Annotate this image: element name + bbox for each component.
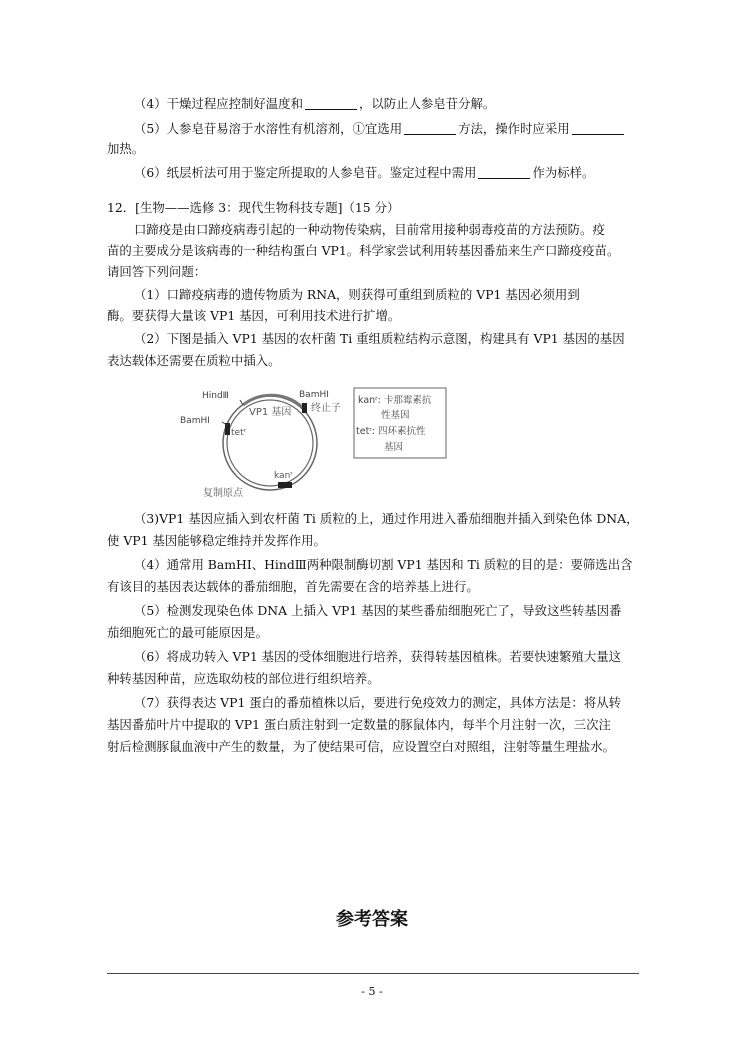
answer-blank — [572, 122, 624, 135]
q12-s3-a: （3)VP1 基因应插入到农杆菌 Ti 质粒的上，通过作用进入番茄细胞并插入到染色体 DNA， — [134, 511, 639, 526]
kan-gene-block — [278, 482, 292, 488]
q12-s4-a: （4）通常用 BamHⅠ、HindⅢ两种限制酶切割 VP1 基因和 Ti 质粒的目的是：要筛选出含 — [134, 557, 633, 572]
q12-s2-b: 表达载体还需要在质粒中插入。 — [107, 353, 281, 368]
plasmid-figure — [170, 378, 470, 508]
label-origin: 复制原点 — [203, 488, 243, 499]
label-bam-top: BamHⅠ — [299, 390, 329, 400]
q11-part5: （5）人参皂苷易溶于水溶性有机溶剂，①宜选用 方法，操作时应采用 — [134, 120, 639, 138]
answer-heading: 参考答案 — [336, 909, 408, 930]
plasmid-diagram — [170, 378, 470, 508]
footer-rule — [107, 973, 639, 974]
q12-intro-2: 苗的主要成分是该病毒的一种结构蛋白 VP1。科学家尝试利用转基因番茄来生产口蹄疫疫苗。 — [107, 243, 620, 258]
page-number: - 5 - — [361, 985, 383, 998]
q12-title: 12．[生物——选修 3：现代生物科技专题]（15 分） — [107, 200, 400, 215]
legend-line-1: kanʳ: 卡那霉素抗 — [358, 395, 432, 406]
label-terminator: 终止子 — [311, 403, 341, 414]
q12-intro-3: 请回答下列问题： — [107, 264, 207, 279]
label-hind: HindⅢ — [202, 391, 229, 401]
q11-part5-cont: 加热。 — [107, 141, 145, 156]
q12-s6-a: （6）将成功转入 VP1 基因的受体细胞进行培养，获得转基因植株。若要快速繁殖大量这 — [134, 649, 621, 664]
answer-blank — [404, 122, 456, 135]
q12-intro-1: 口蹄疫是由口蹄疫病毒引起的一种动物传染病，目前常用接种弱毒疫苗的方法预防。疫 — [134, 222, 605, 237]
q12-s1-b: 酶。要获得大量该 VP1 基因，可利用技术进行扩增。 — [107, 308, 401, 323]
q12-s5-a: （5）检测发现染色体 DNA 上插入 VP1 基因的某些番茄细胞死亡了，导致这些转基因番 — [134, 603, 622, 618]
label-kan: kanʳ — [274, 471, 293, 481]
terminator-block — [302, 403, 307, 413]
q12-s7-b: 基因番茄叶片中提取的 VP1 蛋白质注射到一定数量的豚鼠体内，每半个月注射一次，三次注 — [107, 717, 611, 732]
legend-line-3: tetʳ: 四环素抗性 — [356, 426, 426, 437]
q12-s6-b: 种转基因种苗，应选取幼枝的部位进行组织培养。 — [107, 671, 380, 686]
q12-s3-b: 使 VP1 基因能够稳定维持并发挥作用。 — [107, 533, 326, 548]
q11-part4: （4）干燥过程应控制好温度和 ，以防止人参皂苷分解。 — [134, 96, 496, 111]
label-vp1: VP1 基因 — [249, 407, 292, 418]
answer-blank — [478, 166, 530, 179]
answer-blank — [305, 97, 357, 110]
q12-s1-a: （1）口蹄疫病毒的遗传物质为 RNA，则获得可重组到质粒的 VP1 基因必须用到 — [134, 287, 580, 302]
label-bam-left: BamHⅠ — [180, 416, 210, 426]
q12-s5-b: 茄细胞死亡的最可能原因是。 — [107, 625, 269, 640]
q11-part6: （6）纸层析法可用于鉴定所提取的人参皂苷。鉴定过程中需用 作为标样。 — [134, 165, 595, 180]
legend-line-4: 基因 — [384, 442, 404, 453]
hind-site-marker — [240, 400, 243, 405]
q12-s7-c: 射后检测豚鼠血液中产生的数量，为了使结果可信，应设置空白对照组，注射等量生理盐水。 — [107, 739, 616, 754]
label-tet: tetʳ — [231, 428, 246, 438]
q12-s4-b: 有该目的基因表达载体的番茄细胞，首先需要在含的培养基上进行。 — [107, 579, 479, 594]
legend-line-2: 性基因 — [381, 410, 410, 421]
q12-s7-a: （7）获得表达 VP1 蛋白的番茄植株以后，要进行免疫效力的测定，具体方法是：将从转 — [134, 695, 621, 710]
q12-s2-a: （2）下图是插入 VP1 基因的农杆菌 Ti 重组质粒结构示意图，构建具有 VP1 基因的基因 — [134, 331, 625, 346]
